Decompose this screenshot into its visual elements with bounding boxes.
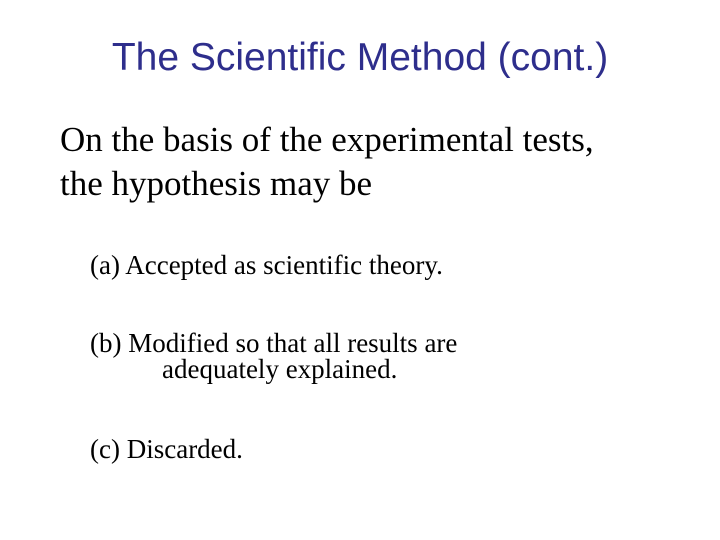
lead-line: the hypothesis may be — [60, 164, 373, 203]
list-item-c — [90, 436, 243, 462]
lead-paragraph — [60, 118, 594, 206]
lead-line: On the basis of the experimental tests, — [60, 120, 594, 159]
list-item-text: (a) Accepted as scientific theory. — [90, 250, 443, 280]
list-item-continuation: adequately explained. — [162, 354, 398, 384]
list-item-text: (c) Discarded. — [90, 434, 243, 464]
list-item-b — [90, 330, 457, 382]
list-item-a — [90, 252, 443, 278]
slide-title: The Scientific Method (cont.) — [111, 36, 609, 79]
list-item-text: (b) Modified so that all results are — [90, 328, 458, 358]
